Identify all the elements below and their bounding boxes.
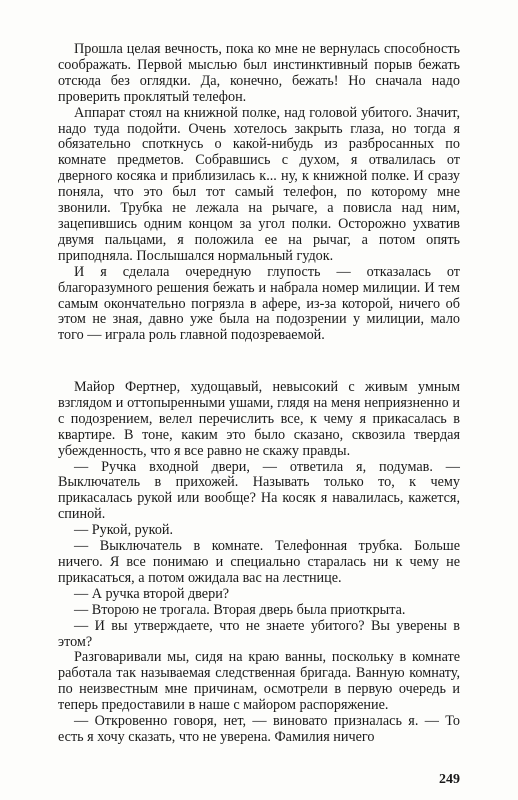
paragraph: Прошла целая вечность, пока ко мне не вернулась способность соображать. Первой мыслью был инстинктивный порыв бежать отсюда без оглядки. Да, конечно, бежать! Но сначала надо проверить проклятый телефон. (58, 41, 460, 105)
text-section-two (58, 380, 460, 746)
paragraph: Майор Фертнер, худощавый, невысокий с живым умным взглядом и оттопыренными ушами, глядя на меня неприязненно и с подозрением, велел перечислить все, к чему я прикасалась в квартире. В тоне, каким это было сказано, сквозила твердая убежденность, что я все равно не скажу правды. (58, 379, 460, 459)
paragraph: — Выключатель в комнате. Телефонная трубка. Больше ничего. Я все понимаю и специально старалась ни к чему не прикасаться, а потом ожидала вас на лестнице. (58, 538, 460, 586)
text-section-one (58, 42, 460, 344)
paragraph: — Откровенно говоря, нет, — виновато призналась я. — То есть я хочу сказать, что не уверена. Фамилия ничего (58, 713, 460, 745)
paragraph: — Ручка входной двери, — ответила я, подумав. — Выключатель в прихожей. Называть только то, к чему прикасалась рукой или вообще? На косяк я навалилась, кажется, спиной. (58, 458, 460, 523)
paragraph: И я сделала очередную глупость — отказалась от благоразумного решения бежать и набрала номер милиции. И тем самым окончательно погрязла в афере, из-за которой, ничего об этом не зная, давно уже была на подозрении у милиции, мало того — играла роль главной подозреваемой. (58, 263, 460, 344)
paragraph: Разговаривали мы, сидя на краю ванны, поскольку в комнате работала так называемая следственная бригада. Ванную комнату, по неизвестным мне причинам, осмотрели в первую очередь и теперь предоставили в наше с майором распоряжение. (58, 649, 460, 714)
paragraph: — И вы утверждаете, что не знаете убитого? Вы уверены в этом? (58, 617, 460, 650)
paragraph: Аппарат стоял на книжной полке, над головой убитого. Значит, надо туда подойти. Очень хотелось закрыть глаза, но тогда я обязательно споткнусь о какой-нибудь из разбросанных по комнате предметов. Собравшись с духом, я отвалилась от дверного косяка и приблизилась к... ну, к книжной полке. И сразу поняла, что это был тот самый телефон, по которому мне звонили. Трубка не лежала на рычаге, а повисла над ним, зацепившись одним концом за угол полки. Осторожно ухватив двумя пальцами, я положила ее на рычаг, а потом опять приподняла. Послышался нормальный гудок. (58, 104, 460, 264)
page-number: 249 (439, 772, 460, 787)
paragraph: — Рукой, рукой. (74, 522, 174, 539)
paragraph: — А ручка второй двери? (74, 585, 230, 602)
paragraph: — Второю не трогала. Вторая дверь была приоткрыта. (74, 601, 406, 618)
